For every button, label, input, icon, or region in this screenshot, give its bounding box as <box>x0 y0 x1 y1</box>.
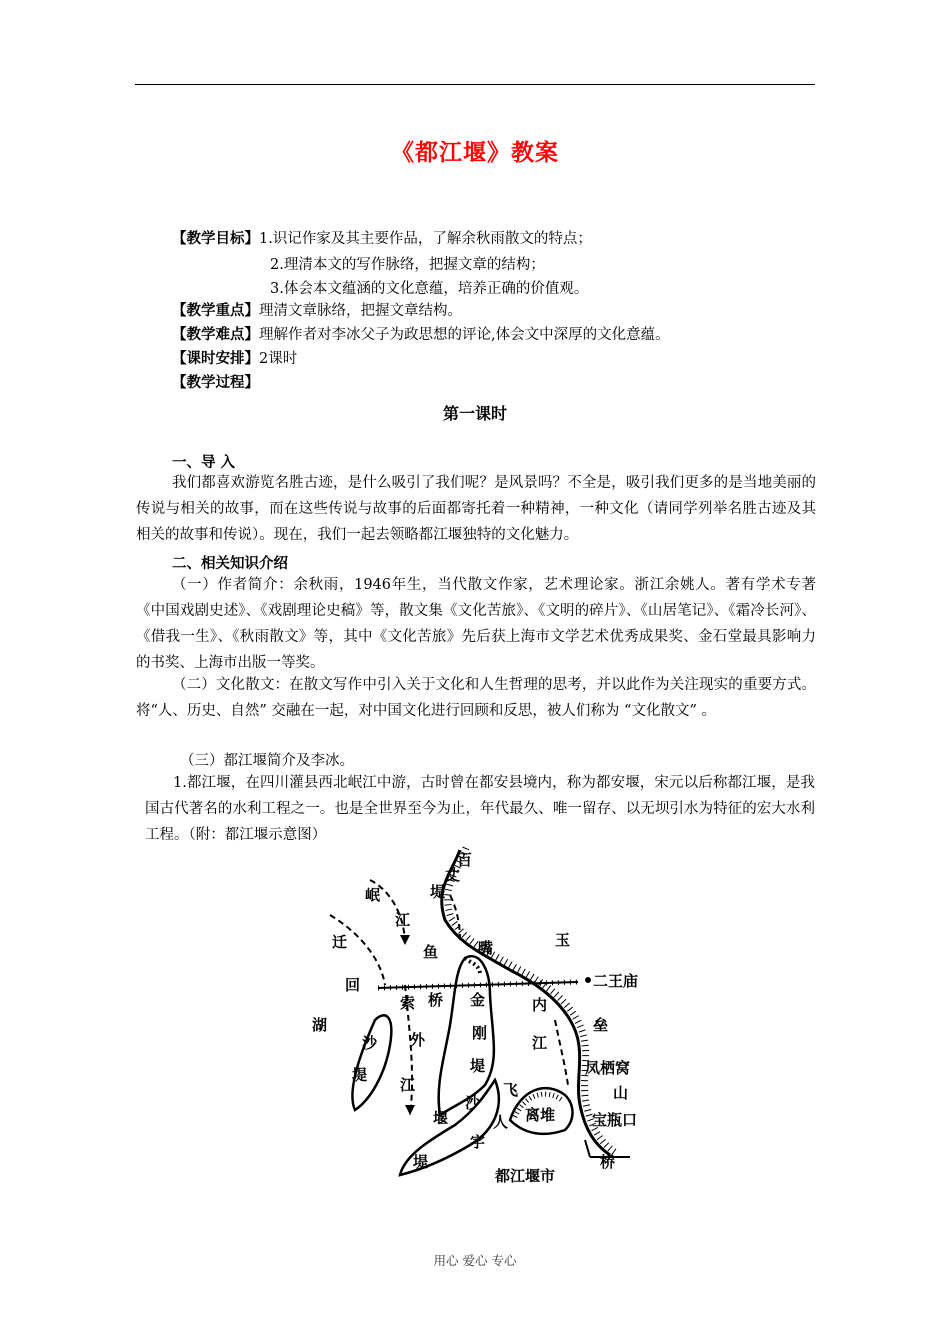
label-suoqiao-1: 索 <box>400 994 416 1012</box>
label-suoqiao-2: 桥 <box>428 991 444 1009</box>
label-lidui: 离堆 <box>525 1106 556 1124</box>
schedule-label: 【课时安排】 <box>172 351 259 367</box>
difficulty-row <box>172 324 670 347</box>
sub3-heading: （三）都江堰简介及李冰。 <box>180 753 354 769</box>
label-jingangdi-3: 堤 <box>470 1057 486 1075</box>
label-renzidi-1: 人 <box>493 1113 509 1131</box>
goals-label: 【教学目标】 <box>172 231 259 247</box>
label-yuzui-1: 鱼 <box>423 943 439 961</box>
author-intro-paragraph: （一）作者简介：余秋雨，1946年生，当代散文作家，艺术理论家。浙江余姚人。著有学术专著《中国戏剧史述》、《戏剧理论史稿》等，散文集《文化苦旅》、《文明的碎片》、《山居笔记》、《霜冷长河》、《借我一生》、《秋雨散文》等，其中《文化苦旅》先后获上海市文学艺术优秀成果奖、金石堂最具影响力的书奖、上海市出版一等奖。 <box>136 577 816 671</box>
label-dike-left-1: 沙 <box>362 1034 378 1052</box>
focus-label: 【教学重点】 <box>172 303 259 319</box>
goal-item-1: 1.识记作家及其主要作品，了解余秋雨散文的特点； <box>259 231 592 247</box>
process-row <box>172 372 259 395</box>
difficulty-text: 理解作者对李冰父子为政思想的评论,体会文中深厚的文化意蕴。 <box>259 327 670 343</box>
dujiangyan-map <box>310 845 660 1205</box>
goals-row <box>172 228 592 251</box>
page-title: 《都江堰》教案 <box>391 140 559 166</box>
yuzui-hatch <box>465 958 480 973</box>
label-feishayan-1: 飞 <box>503 1081 519 1099</box>
difficulty-label: 【教学难点】 <box>172 327 259 343</box>
label-fengqiwo: 凤栖窝 <box>585 1059 631 1077</box>
focus-row <box>172 300 462 323</box>
label-qianhui-2: 回 <box>345 976 361 994</box>
label-baizhangdi-2: 丈 <box>445 866 461 884</box>
dujiangyan-intro-paragraph: 1.都江堰，在四川灌县西北岷江中游，古时曾在都安县境内，称为都安堰，宋元以后称都江堰，是我国古代著名的水利工程之一。也是全世界至今为止，年代最久、唯一留存、以无坝引水为特征的宏大水利工程。（附：都江堰示意图） <box>145 775 815 843</box>
label-yu: 垒 <box>593 1016 609 1034</box>
culture-essay-paragraph: （二）文化散文：在散文写作中引入关于文化和人生哲理的思考，并以此作为关注现实的重要方式。将“人、历史、自然” 交融在一起，对中国文化进行回顾和反思，被人们称为 “文化散文” 。 <box>136 677 816 719</box>
section2-heading: 二、相关知识介绍 <box>172 556 288 572</box>
label-jingangdi-2: 刚 <box>472 1024 488 1042</box>
label-dike-left-2: 堤 <box>352 1066 368 1084</box>
section1-heading: 一、导 入 <box>172 455 236 471</box>
label-renzidi-3: 堤 <box>413 1153 429 1171</box>
left-dike <box>352 1015 391 1110</box>
label-baopingkou: 宝瓶口 <box>592 1111 638 1129</box>
label-yuzui-2: 嘴 <box>478 939 494 957</box>
label-neijiang-2: 江 <box>532 1034 548 1052</box>
header-rule <box>135 84 815 85</box>
label-qianhui-1: 迁 <box>332 933 348 951</box>
flow-arrow-5 <box>555 1020 568 1085</box>
label-hu: 湖 <box>312 1016 328 1034</box>
label-waijiang-1: 外 <box>410 1031 426 1049</box>
lower-bridge-ramp <box>585 1140 590 1157</box>
label-baizhangdi-3: 堤 <box>430 883 446 901</box>
section1-paragraph: 我们都喜欢游览名胜古迹，是什么吸引了我们呢？是风景吗？不全是，吸引我们更多的是当地美丽的传说与相关的故事，而在这些传说与故事的后面都寄托着一种精神，一种文化（请同学列举名胜古迹及其相关的故事和传说）。现在，我们一起去领略都江堰独特的文化魅力。 <box>136 475 816 543</box>
label-jingangdi-1: 金 <box>470 991 486 1009</box>
page-footer: 用心 爱心 专心 <box>433 1253 517 1268</box>
label-shan: 山 <box>613 1084 629 1102</box>
flow-arrowhead-3 <box>405 1105 415 1115</box>
label-neijiang-1: 内 <box>532 996 548 1014</box>
label-qiao: 桥 <box>600 1153 616 1171</box>
label-feishayan-3: 堰 <box>433 1109 449 1127</box>
goal-item-2: 2.理清本文的写作脉络，把握文章的结构； <box>270 257 545 273</box>
erwang-temple-dot <box>585 977 591 983</box>
label-renzidi-2: 字 <box>470 1133 486 1151</box>
lesson-heading: 第一课时 <box>442 404 507 423</box>
flow-arrowhead-1 <box>400 935 410 945</box>
label-waijiang-2: 江 <box>400 1076 416 1094</box>
label-baizhangdi-1: 百 <box>457 851 473 869</box>
schedule-text: 2课时 <box>259 351 298 367</box>
schedule-row <box>172 348 297 371</box>
label-erwangmiao: 二王庙 <box>593 972 639 990</box>
label-feishayan-2: 沙 <box>465 1094 481 1112</box>
label-minjiang-1: 岷 <box>365 886 381 904</box>
focus-text: 理清文章脉络，把握文章结构。 <box>259 303 462 319</box>
label-yulei: 玉 <box>555 931 571 949</box>
label-minjiang-2: 江 <box>395 911 411 929</box>
label-city: 都江堰市 <box>495 1167 556 1185</box>
process-label: 【教学过程】 <box>172 375 259 391</box>
goal-item-3: 3.体会本文蕴涵的文化意蕴，培养正确的价值观。 <box>270 281 589 297</box>
